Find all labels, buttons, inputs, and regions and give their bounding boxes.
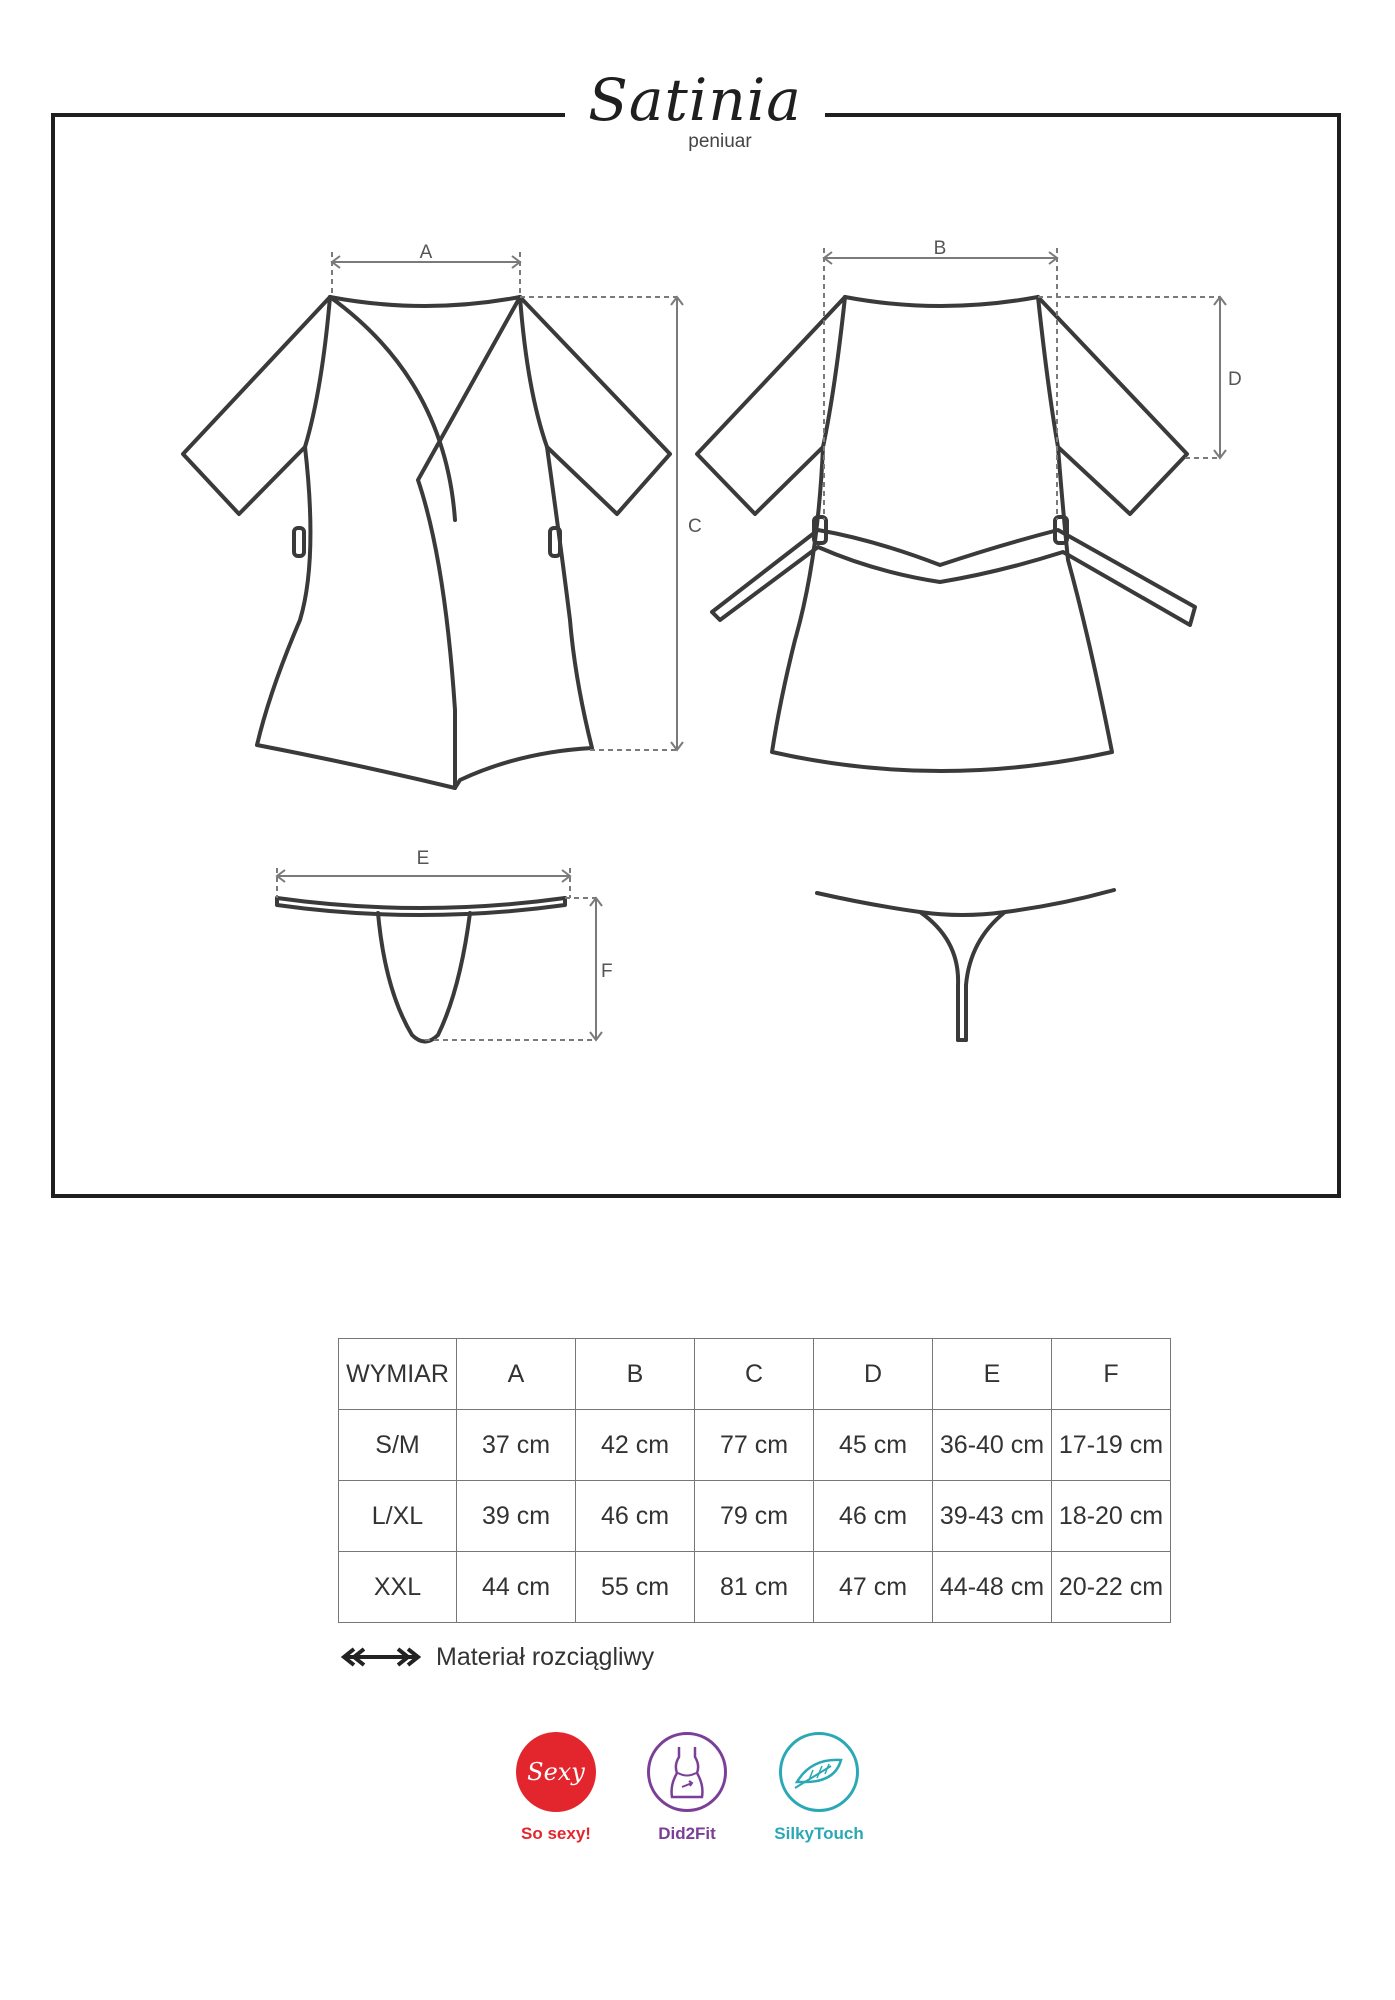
thong-front-drawing — [277, 898, 565, 1042]
feather-icon — [779, 1732, 859, 1812]
header-cell: A — [457, 1339, 576, 1410]
table-row — [339, 1410, 1171, 1481]
dress-fit-icon — [647, 1732, 727, 1812]
table-cell: L/XL — [339, 1481, 457, 1552]
stretch-legend-label: Materiał rozciągliwy — [436, 1642, 655, 1671]
sexy-icon-text: Sexy — [527, 1758, 585, 1786]
table-cell: 46 cm — [576, 1481, 695, 1552]
table-cell: 55 cm — [576, 1552, 695, 1623]
badge-so-sexy — [496, 1732, 616, 1844]
table-cell: 42 cm — [576, 1410, 695, 1481]
table-cell: 77 cm — [695, 1410, 814, 1481]
sexy-icon — [516, 1732, 596, 1812]
header-cell: D — [814, 1339, 933, 1410]
brand-subtitle: peniuar — [688, 131, 752, 152]
table-header-row — [339, 1339, 1171, 1410]
table-cell: XXL — [339, 1552, 457, 1623]
header-cell: B — [576, 1339, 695, 1410]
dimension-label-e: E — [416, 848, 430, 869]
thong-back-drawing — [817, 890, 1114, 1040]
badge-caption: So sexy! — [521, 1824, 591, 1843]
badge-caption: SilkyTouch — [774, 1824, 864, 1843]
dimension-label-c: C — [688, 516, 702, 537]
table-cell: S/M — [339, 1410, 457, 1481]
table-cell: 39 cm — [457, 1481, 576, 1552]
dimension-label-d: D — [1228, 369, 1242, 390]
measurement-lines — [277, 248, 1226, 1040]
table-cell: 79 cm — [695, 1481, 814, 1552]
header-cell: F — [1052, 1339, 1171, 1410]
badge-did2fit — [627, 1732, 747, 1844]
dimension-label-b: B — [933, 238, 947, 259]
header-cell: E — [933, 1339, 1052, 1410]
table-cell: 47 cm — [814, 1552, 933, 1623]
table-cell: 37 cm — [457, 1410, 576, 1481]
table-cell: 36-40 cm — [933, 1410, 1052, 1481]
robe-front-drawing — [183, 297, 670, 788]
robe-back-drawing — [697, 297, 1195, 771]
badge-caption: Did2Fit — [658, 1824, 716, 1843]
size-table — [338, 1338, 1171, 1623]
brand-name: Satinia — [588, 66, 802, 134]
table-cell: 39-43 cm — [933, 1481, 1052, 1552]
header-cell: WYMIAR — [339, 1339, 457, 1410]
table-row — [339, 1481, 1171, 1552]
table-cell: 81 cm — [695, 1552, 814, 1623]
table-cell: 18-20 cm — [1052, 1481, 1171, 1552]
table-cell: 44-48 cm — [933, 1552, 1052, 1623]
header-cell: C — [695, 1339, 814, 1410]
badge-silkytouch — [759, 1732, 879, 1844]
table-cell: 20-22 cm — [1052, 1552, 1171, 1623]
table-cell: 45 cm — [814, 1410, 933, 1481]
stretch-legend — [340, 1640, 654, 1674]
dimension-label-a: A — [419, 242, 433, 263]
dimension-label-f: F — [601, 961, 613, 982]
table-cell: 17-19 cm — [1052, 1410, 1171, 1481]
table-cell: 46 cm — [814, 1481, 933, 1552]
double-arrow-icon — [340, 1646, 422, 1668]
table-cell: 44 cm — [457, 1552, 576, 1623]
table-row — [339, 1552, 1171, 1623]
